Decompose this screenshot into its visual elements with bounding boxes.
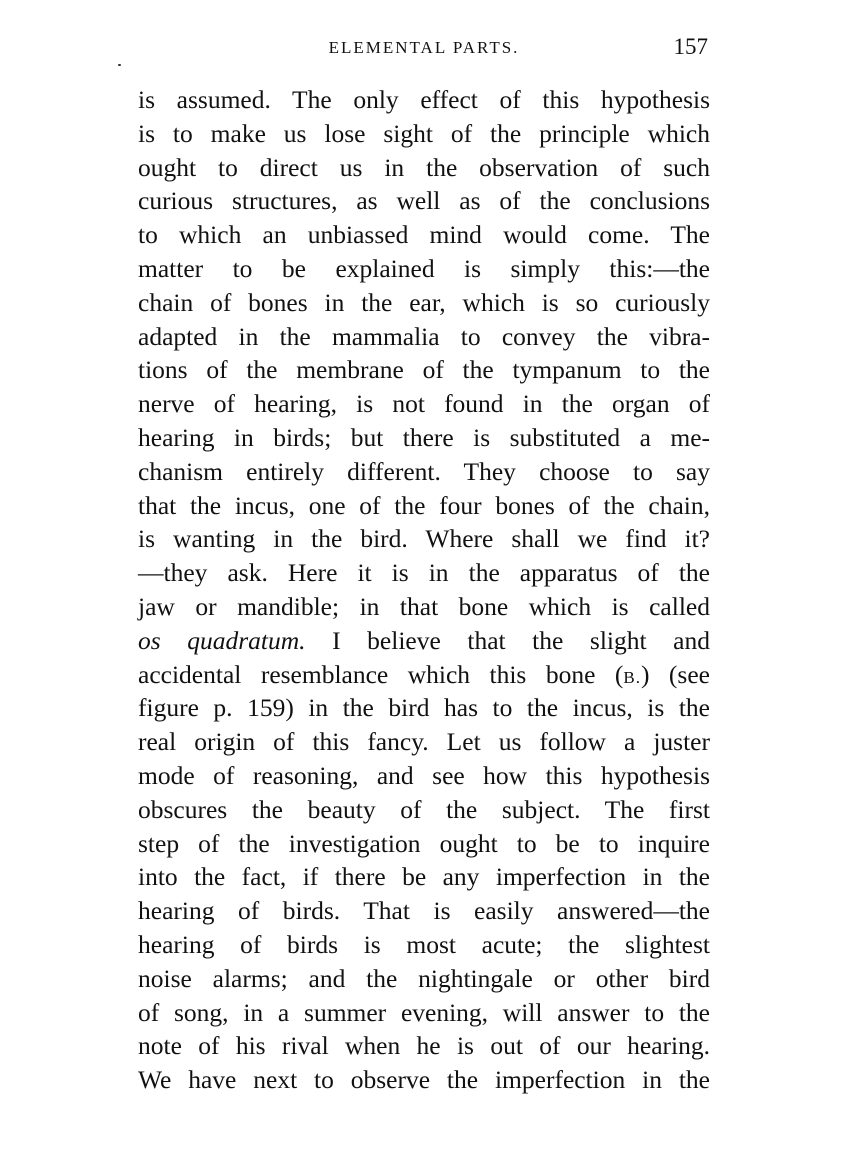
text-line: chanism entirely different. They choose to say (138, 456, 710, 486)
text-line: note of his rival when he is out of our hearing. (138, 1031, 710, 1061)
text-line: is to make us lose sight of the principle which (138, 118, 710, 148)
text-line: nerve of hearing, is not found in the organ of (138, 389, 710, 419)
text-line: matter to be explained is simply this:—the (138, 253, 710, 283)
text-line: is wanting in the bird. Where shall we find it? (138, 524, 710, 554)
text-line-tail: ) (see (640, 659, 710, 689)
text-line: —they ask. Here it is in the apparatus of the (138, 558, 710, 588)
page-number: 157 (673, 34, 708, 59)
text-line: We have next to observe the imperfection in the (138, 1065, 710, 1095)
text-line: obscures the beauty of the subject. The first (138, 794, 710, 824)
text-line: mode of reasoning, and see how this hypothesis (138, 760, 710, 790)
text-line-smallcaps (138, 658, 710, 692)
italic-term: os quadratum. (138, 625, 306, 655)
running-head: ELEMENTAL PARTS. (328, 38, 520, 57)
text-line: jaw or mandible; in that bone which is called (138, 591, 710, 621)
print-speck (118, 64, 121, 66)
text-line: real origin of this fancy. Let us follow a juster (138, 727, 710, 757)
smallcaps-letter: B. (623, 667, 641, 687)
text-line: is assumed. The only effect of this hypothesis (138, 85, 710, 114)
text-line: of song, in a summer evening, will answer to the (138, 997, 710, 1027)
text-line-start: accidental resemblance which this bone ( (138, 659, 624, 689)
text-line: curious structures, as well as of the conclusions (138, 186, 710, 216)
body-text (138, 83, 710, 1097)
text-line: adapted in the mammalia to convey the vibra- (138, 321, 710, 351)
text-line: chain of bones in the ear, which is so curiously (138, 287, 710, 317)
text-line: tions of the membrane of the tympanum to the (138, 355, 710, 385)
text-line: into the fact, if there be any imperfection in the (138, 862, 710, 892)
text-line: figure p. 159) in the bird has to the incus, is the (138, 693, 710, 723)
text-line: to which an unbiassed mind would come. The (138, 220, 710, 250)
text-line: noise alarms; and the nightingale or other bird (138, 963, 710, 993)
text-line: that the incus, one of the four bones of the chain, (138, 490, 710, 520)
text-line: hearing of birds is most acute; the slightest (138, 929, 710, 959)
text-line: hearing of birds. That is easily answered—the (138, 896, 710, 926)
text-line-rest: I believe that the slight and (305, 625, 710, 655)
text-line: hearing in birds; but there is substituted a me- (138, 422, 710, 452)
text-line: step of the investigation ought to be to inquire (138, 828, 710, 858)
page-header (138, 34, 710, 66)
text-line-italic-term (138, 624, 710, 658)
text-line: ought to direct us in the observation of such (138, 152, 710, 182)
